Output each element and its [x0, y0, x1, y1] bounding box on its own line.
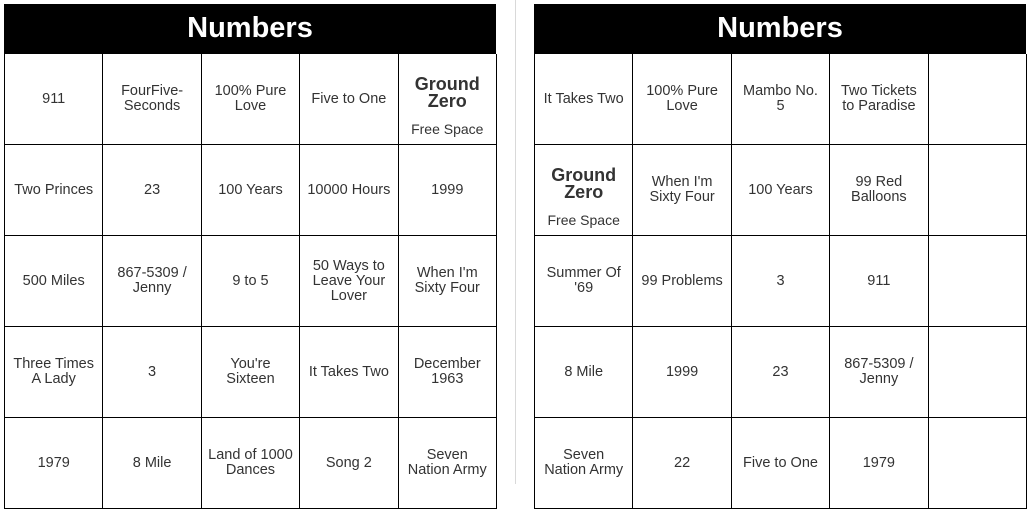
bingo-cell[interactable]: FourFive-Seconds — [103, 54, 201, 145]
bingo-cell[interactable]: 1999 — [399, 145, 497, 236]
bingo-cell[interactable]: Five to One — [732, 418, 830, 509]
bingo-cell[interactable]: 867-5309 / Jenny — [103, 236, 201, 327]
bingo-cell[interactable] — [929, 418, 1027, 509]
free-space-cell[interactable] — [535, 145, 633, 236]
bingo-cell[interactable]: 1999 — [633, 327, 731, 418]
bingo-cell[interactable]: 99 Problems — [633, 236, 731, 327]
bingo-cell[interactable]: 1979 — [830, 418, 928, 509]
bingo-cell[interactable]: 8 Mile — [535, 327, 633, 418]
bingo-cell[interactable]: 500 Miles — [5, 236, 103, 327]
bingo-cell[interactable]: When I'm Sixty Four — [399, 236, 497, 327]
bingo-cell[interactable]: 50 Ways to Leave Your Lover — [300, 236, 398, 327]
bingo-card-2 — [534, 4, 1026, 494]
bingo-cell[interactable]: Five to One — [300, 54, 398, 145]
card-title: Numbers — [4, 4, 496, 53]
card-divider — [515, 0, 516, 484]
bingo-cell[interactable]: Two Princes — [5, 145, 103, 236]
bingo-cell[interactable] — [929, 145, 1027, 236]
bingo-cell[interactable]: 3 — [732, 236, 830, 327]
bingo-cell[interactable] — [929, 327, 1027, 418]
bingo-cell[interactable]: Seven Nation Army — [535, 418, 633, 509]
bingo-cell[interactable]: 911 — [5, 54, 103, 145]
bingo-cell[interactable]: 9 to 5 — [202, 236, 300, 327]
bingo-cell[interactable]: 1979 — [5, 418, 103, 509]
bingo-cell[interactable]: Song 2 — [300, 418, 398, 509]
free-space-title: Ground Zero — [414, 74, 480, 111]
bingo-cell[interactable]: Two Tickets to Paradise — [830, 54, 928, 145]
bingo-cell[interactable]: It Takes Two — [300, 327, 398, 418]
bingo-cell[interactable] — [929, 236, 1027, 327]
bingo-cell[interactable]: 100% Pure Love — [202, 54, 300, 145]
bingo-cell[interactable] — [929, 54, 1027, 145]
bingo-card-1 — [4, 4, 496, 494]
bingo-cell[interactable]: 99 Red Balloons — [830, 145, 928, 236]
bingo-cell[interactable]: Mambo No. 5 — [732, 54, 830, 145]
bingo-cell[interactable]: Three Times A Lady — [5, 327, 103, 418]
bingo-grid — [534, 53, 1026, 509]
bingo-cell[interactable]: 8 Mile — [103, 418, 201, 509]
bingo-cell[interactable]: 867-5309 / Jenny — [830, 327, 928, 418]
bingo-cell[interactable]: 911 — [830, 236, 928, 327]
card-title: Numbers — [534, 4, 1026, 53]
free-space-label: Free Space — [547, 212, 620, 228]
free-space-title: Ground Zero — [551, 165, 617, 202]
bingo-cell[interactable]: When I'm Sixty Four — [633, 145, 731, 236]
bingo-cell[interactable]: Land of 1000 Dances — [202, 418, 300, 509]
bingo-cell[interactable]: 100 Years — [202, 145, 300, 236]
bingo-cell[interactable]: 10000 Hours — [300, 145, 398, 236]
free-space-label: Free Space — [411, 121, 484, 137]
bingo-cell[interactable]: 3 — [103, 327, 201, 418]
bingo-cell[interactable]: 23 — [732, 327, 830, 418]
bingo-grid — [4, 53, 496, 509]
free-space-cell[interactable] — [399, 54, 497, 145]
bingo-cell[interactable]: 100 Years — [732, 145, 830, 236]
bingo-cell[interactable]: Summer Of '69 — [535, 236, 633, 327]
bingo-cell[interactable]: 23 — [103, 145, 201, 236]
bingo-cell[interactable]: 100% Pure Love — [633, 54, 731, 145]
bingo-cell[interactable]: It Takes Two — [535, 54, 633, 145]
bingo-cell[interactable]: December 1963 — [399, 327, 497, 418]
bingo-cell[interactable]: You're Sixteen — [202, 327, 300, 418]
bingo-cell[interactable]: Seven Nation Army — [399, 418, 497, 509]
bingo-cell[interactable]: 22 — [633, 418, 731, 509]
